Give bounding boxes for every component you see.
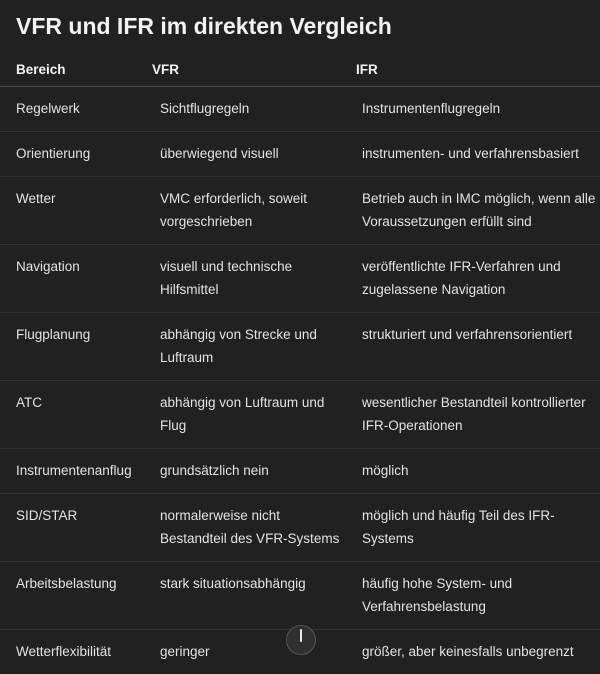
cell-vfr: normalerweise nicht Bestandteil des VFR-Systems bbox=[144, 494, 346, 562]
cell-area: SID/STAR bbox=[0, 494, 144, 562]
cell-ifr: möglich bbox=[346, 449, 600, 494]
cell-ifr: Instrumentenflugregeln bbox=[346, 87, 600, 132]
cell-vfr: VMC erforderlich, soweit vorgeschrieben bbox=[144, 177, 346, 245]
column-header-bereich: Bereich bbox=[0, 52, 144, 87]
cell-vfr: geringer bbox=[144, 630, 346, 674]
table-row bbox=[0, 494, 600, 562]
column-header-ifr: IFR bbox=[346, 52, 600, 87]
cell-ifr: größer, aber keinesfalls unbegrenzt bbox=[346, 630, 600, 674]
table-row bbox=[0, 313, 600, 381]
cell-ifr: wesentlicher Bestandteil kontrollierter IFR-Operationen bbox=[346, 381, 600, 449]
cell-area: Flugplanung bbox=[0, 313, 144, 381]
comparison-table bbox=[0, 52, 600, 674]
cell-vfr: überwiegend visuell bbox=[144, 132, 346, 177]
scroll-to-bottom-button[interactable] bbox=[286, 625, 316, 655]
cell-ifr: strukturiert und verfahrensorientiert bbox=[346, 313, 600, 381]
table-row bbox=[0, 381, 600, 449]
cell-vfr: grundsätzlich nein bbox=[144, 449, 346, 494]
table-header-row bbox=[0, 52, 600, 87]
cell-vfr: abhängig von Luftraum und Flug bbox=[144, 381, 346, 449]
cell-vfr: visuell und technische Hilfsmittel bbox=[144, 245, 346, 313]
cell-vfr: stark situationsabhängig bbox=[144, 562, 346, 630]
cell-vfr: Sichtflugregeln bbox=[144, 87, 346, 132]
cell-ifr: veröffentlichte IFR-Verfahren und zugelassene Navigation bbox=[346, 245, 600, 313]
table-row bbox=[0, 87, 600, 132]
cell-area: Regelwerk bbox=[0, 87, 144, 132]
table-row bbox=[0, 449, 600, 494]
cell-area: Orientierung bbox=[0, 132, 144, 177]
table-row bbox=[0, 132, 600, 177]
cell-vfr: abhängig von Strecke und Luftraum bbox=[144, 313, 346, 381]
cell-area: Navigation bbox=[0, 245, 144, 313]
column-header-vfr: VFR bbox=[144, 52, 346, 87]
cell-area: Wetter bbox=[0, 177, 144, 245]
cell-ifr: Betrieb auch in IMC möglich, wenn alle Voraussetzungen erfüllt sind bbox=[346, 177, 600, 245]
cell-ifr: möglich und häufig Teil des IFR-Systems bbox=[346, 494, 600, 562]
table-row bbox=[0, 245, 600, 313]
table-row bbox=[0, 177, 600, 245]
page-title: VFR und IFR im direkten Vergleich bbox=[16, 10, 392, 42]
cell-ifr: instrumenten- und verfahrensbasiert bbox=[346, 132, 600, 177]
cell-area: Wetterflexibilität bbox=[0, 630, 144, 674]
cell-area: Arbeitsbelastung bbox=[0, 562, 144, 630]
table-row bbox=[0, 562, 600, 630]
cell-area: ATC bbox=[0, 381, 144, 449]
cell-ifr: häufig hohe System- und Verfahrensbelastung bbox=[346, 562, 600, 630]
cell-area: Instrumentenanflug bbox=[0, 449, 144, 494]
